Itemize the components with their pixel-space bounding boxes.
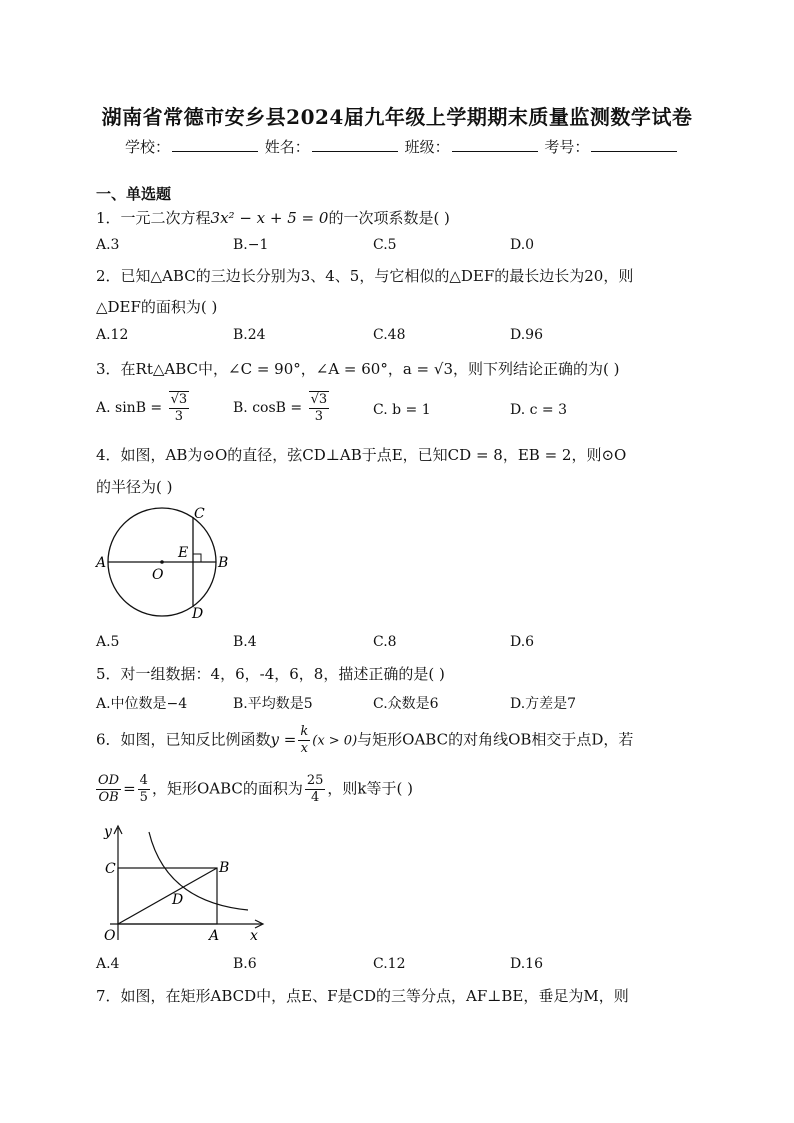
q6-ratio-value [138, 773, 150, 806]
number-label: 考号： [544, 138, 590, 156]
q6-func-fraction [298, 724, 310, 757]
q1-option-a[interactable]: A.3 [96, 237, 120, 253]
q6-line-1 [96, 724, 633, 757]
q6-graph-figure [92, 822, 272, 946]
q4-option-b[interactable]: B.4 [233, 634, 257, 650]
q3-option-a-fraction [169, 391, 190, 425]
school-label: 学校： [125, 138, 171, 156]
q6-func-lhs: y = [270, 730, 297, 749]
q1-option-c[interactable]: C.5 [373, 237, 397, 253]
q6-option-d[interactable]: D.16 [510, 956, 543, 972]
class-blank[interactable] [452, 137, 538, 152]
label-b: B [219, 860, 230, 876]
question-3: 3．在Rt△ABC中，∠C = 90°，∠A = 60°，a = √3，则下列结论正确的为( ) [96, 360, 620, 378]
q6-ratio-eq: = [123, 779, 136, 798]
q5-option-b[interactable]: B.平均数是5 [233, 696, 313, 712]
q6-area-den: 4 [311, 790, 320, 805]
q4-option-c[interactable]: C.8 [373, 634, 397, 650]
q6-ratio-den: OB [98, 790, 119, 805]
q5-option-a[interactable]: A.中位数是−4 [96, 696, 188, 712]
label-c: C [105, 861, 116, 877]
q4-circle-figure [92, 500, 242, 625]
class-label: 班级： [404, 138, 450, 156]
q5-option-c[interactable]: C.众数是6 [373, 696, 439, 712]
q6-text-b: 与矩形OABC的对角线OB相交于点D，若 [357, 730, 634, 749]
q3-a-den: 3 [174, 409, 184, 424]
q4-option-d[interactable]: D.6 [510, 634, 535, 650]
q3-option-d[interactable]: D. c = 3 [510, 402, 568, 418]
question-5: 5．对一组数据：4，6，-4，6，8，描述正确的是( ) [96, 665, 445, 683]
student-info-line [125, 136, 679, 157]
q6-area-num: 25 [306, 773, 324, 788]
q6-text-d: ，则k等于( ) [327, 779, 413, 798]
q6-func-den: x [300, 741, 308, 756]
q6-option-b[interactable]: B.6 [233, 956, 257, 972]
q3-b-num: √3 [310, 392, 328, 407]
center-point [160, 560, 164, 564]
q6-area-fraction [305, 773, 326, 806]
q4-option-a[interactable]: A.5 [96, 634, 120, 650]
q3-option-a[interactable] [96, 391, 191, 425]
q4-line-1: 4．如图，AB为⊙O的直径，弦CD⊥AB于点E，已知CD = 8，EB = 2，则⊙O [96, 446, 627, 464]
label-x: x [250, 928, 258, 944]
q6-option-a[interactable]: A.4 [96, 956, 120, 972]
q5-option-d[interactable]: D.方差是7 [510, 696, 577, 712]
q6-ratio-num: OD [98, 773, 120, 788]
name-blank[interactable] [312, 137, 398, 152]
label-e: E [178, 545, 189, 561]
q1-text-b: 的一次项系数是( ) [328, 209, 450, 227]
label-o: O [104, 928, 116, 944]
q3-a-num: √3 [170, 392, 188, 407]
label-o: O [152, 567, 164, 583]
q6-ratio-val-num: 4 [139, 773, 148, 788]
label-b: B [218, 555, 229, 571]
q6-text-a: 6．如图，已知反比例函数 [96, 730, 271, 749]
q1-option-b[interactable]: B.−1 [233, 237, 269, 253]
label-y: y [104, 824, 112, 840]
number-blank[interactable] [591, 137, 677, 152]
question-1 [96, 207, 450, 228]
q4-line-2: 的半径为( ) [96, 478, 173, 496]
section-heading: 一、单选题 [96, 185, 172, 203]
q2-option-b[interactable]: B.24 [233, 327, 266, 343]
name-label: 姓名： [264, 138, 310, 156]
q2-option-d[interactable]: D.96 [510, 327, 543, 343]
q2-option-c[interactable]: C.48 [373, 327, 406, 343]
label-d: D [172, 892, 184, 908]
q6-func-cond: (x > 0) [312, 733, 358, 749]
q2-option-a[interactable]: A.12 [96, 327, 129, 343]
q3-option-c[interactable]: C. b = 1 [373, 402, 431, 418]
q1-equation: 3x² − x + 5 = 0 [210, 209, 329, 227]
q6-line-2 [96, 773, 413, 806]
label-a: A [209, 928, 220, 944]
q3-option-a-label: A. sinB = [96, 400, 163, 416]
q3-option-b-label: B. cosB = [233, 400, 303, 416]
q1-text-a: 1．一元二次方程 [96, 209, 211, 227]
label-d: D [192, 606, 204, 622]
label-a: A [96, 555, 107, 571]
q6-option-c[interactable]: C.12 [373, 956, 406, 972]
label-c: C [194, 506, 205, 522]
school-blank[interactable] [172, 137, 258, 152]
q2-line-1: 2．已知△ABC的三边长分别为3、4、5，与它相似的△DEF的最长边长为20，则 [96, 267, 634, 285]
exam-title: 湖南省常德市安乡县2024届九年级上学期期末质量监测数学试卷 [101, 105, 693, 129]
q2-line-2: △DEF的面积为( ) [96, 298, 218, 316]
diagonal-ob [118, 868, 217, 924]
q6-ratio-val-den: 5 [139, 790, 148, 805]
q3-option-b[interactable] [233, 391, 331, 425]
question-7: 7．如图，在矩形ABCD中，点E、F是CD的三等分点，AF⊥BE，垂足为M，则 [96, 987, 629, 1005]
q6-text-c: ，矩形OABC的面积为 [151, 779, 303, 798]
q6-ratio-fraction [96, 773, 121, 806]
q6-func-num: k [300, 724, 309, 739]
q1-option-d[interactable]: D.0 [510, 237, 535, 253]
q3-option-b-fraction [309, 391, 330, 425]
q3-b-den: 3 [314, 409, 323, 424]
right-angle-mark [193, 554, 201, 562]
